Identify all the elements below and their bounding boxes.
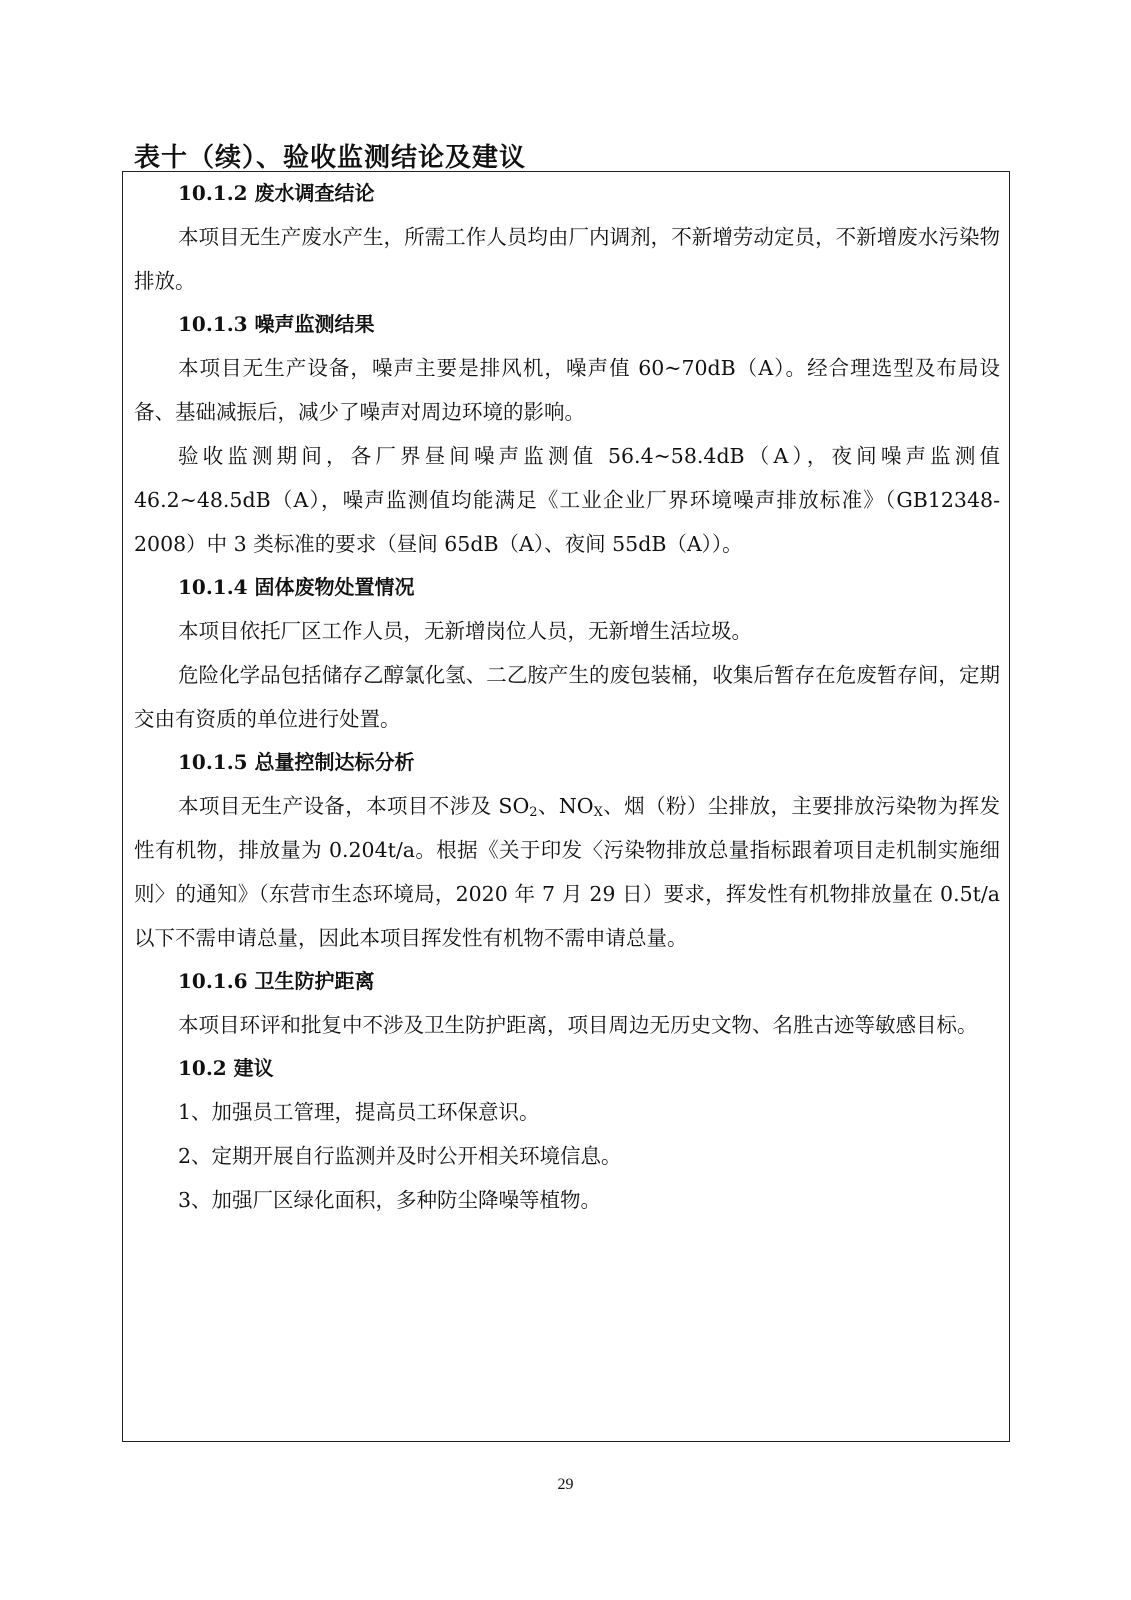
section-heading-suggestions: 10.2 建议 [178, 1056, 274, 1080]
noise-paragraph-1: 本项目无生产设备，噪声主要是排风机，噪声值 60~70dB（A）。经合理选型及布局设备、基础减振后，减少了噪声对周边环境的影响。 [134, 356, 1000, 424]
section-heading-total-control: 10.1.5 总量控制达标分析 [178, 750, 415, 774]
protection-distance-paragraph: 本项目环评和批复中不涉及卫生防护距离，项目周边无历史文物、名胜古迹等敏感目标。 [178, 1013, 978, 1037]
page-number: 29 [557, 1476, 574, 1493]
content-body [134, 172, 1000, 1222]
section-heading-protection-distance: 10.1.6 卫生防护距离 [178, 969, 375, 993]
solid-waste-paragraph-2: 危险化学品包括储存乙醇氯化氢、二乙胺产生的废包装桶，收集后暂存在危废暂存间，定期交由有资质的单位进行处置。 [134, 663, 1000, 731]
suggestion-item-2: 2、定期开展自行监测并及时公开相关环境信息。 [178, 1144, 622, 1168]
total-text-b: 、NO [537, 794, 594, 818]
section-heading-wastewater: 10.1.2 废水调查结论 [178, 181, 375, 205]
total-control-paragraph [134, 784, 1000, 960]
total-sub-so2: 2 [529, 805, 538, 820]
total-sub-nox: X [593, 805, 603, 820]
page-title: 表十（续）、验收监测结论及建议 [134, 143, 527, 173]
section-heading-noise: 10.1.3 噪声监测结果 [178, 312, 375, 336]
section-heading-solid-waste: 10.1.4 固体废物处置情况 [178, 575, 415, 599]
solid-waste-paragraph-1: 本项目依托厂区工作人员，无新增岗位人员，无新增生活垃圾。 [178, 619, 752, 643]
wastewater-paragraph: 本项目无生产废水产生，所需工作人员均由厂内调剂，不新增劳动定员，不新增废水污染物排放。 [134, 225, 1000, 293]
total-text-c: 、烟（粉）尘排放，主要排放污染物为挥发性有机物，排放量为 0.204t/a。根据《关于印发〈污染物排放总量指标跟着项目走机制实施细则〉的通知》（东营市生态环境局，2020 年 7 月 29 日）要求，挥发性有机物排放量在 0.5t/a 以下不需申请总量，因此本项目挥发性有机物不需申请总量。 [134, 794, 1000, 950]
total-text-a: 本项目无生产设备，本项目不涉及 SO [178, 794, 530, 818]
suggestion-item-1: 1、加强员工管理，提高员工环保意识。 [178, 1100, 540, 1124]
noise-paragraph-2: 验收监测期间，各厂界昼间噪声监测值 56.4~58.4dB（A），夜间噪声监测值 46.2~48.5dB（A），噪声监测值均能满足《工业企业厂界环境噪声排放标准》（GB12348-2008）中 3 类标准的要求（昼间 65dB（A）、夜间 55dB（A））。 [134, 444, 1000, 556]
suggestion-item-3: 3、加强厂区绿化面积，多种防尘降噪等植物。 [178, 1188, 602, 1212]
